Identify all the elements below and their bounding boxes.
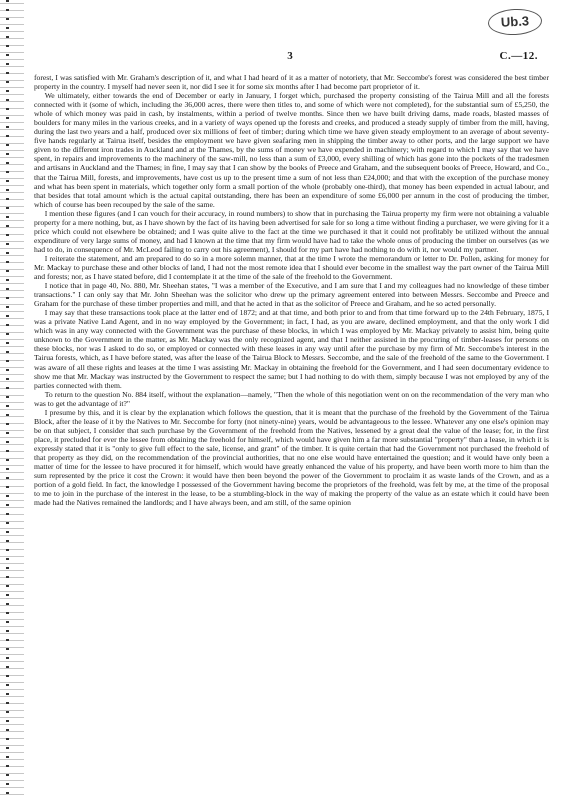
archive-stamp: Ub.3 (487, 8, 542, 37)
document-body (34, 73, 549, 797)
paragraph: I reiterate the statement, and am prepared to do so in a more solemn manner, that at the time I wrote the memorandum or letter to Dr. Pollen, asking for money for Mr. Mackay to purchase these and other blocks of land, I had not the most remote idea that I should ever become in the smallest way the part owner of the Tairua Mill and forests; nor, as I have stated before, did I contemplate it at the time of the sale of the freehold to the Government. (34, 253, 549, 282)
binding-edge (0, 0, 24, 800)
paragraph: forest, I was satisfied with Mr. Graham's description of it, and what I had heard of it as a matter of notoriety, that Mr. Seccombe's forest was considered the best timber property in the country. I myself had never seen it, nor did I see it for some six months after I had become part proprietor of it. (34, 73, 549, 92)
page-header (30, 50, 550, 66)
paragraph: We ultimately, either towards the end of December or early in January, I forget which, purchased the property consisting of the Tairua Mill and all the forests connected with it (some of which, including the 36,000 acres, there were then titles to, and some of which were not completed), for the substantial sum of £5,250, the whole of which money was paid in cash, by instalments, within a period of twelve months. Since then we have built driving dams, made roads, blasted masses of boulders for many miles in the various creeks, and in a variety of ways opened up the forests and creeks, and produced a steady supply of timber from the mill, having, during the last two years and a half, produced over six millions of feet of timber; during which time we have given steady employment to an average of about seventy-five hands regularly at Tairua itself, besides the employment we have given seafaring men in shipping the timber away to other ports, and the large support we have given to the different iron trades in Auckland and at the Thames, by the sums of money we have expended in machinery; with regard to which I may say that we have spent, in repairs and improvements to the machinery of the saw-mill, no less than a sum of £3,000, every shilling of which has gone into the pockets of the tradesmen and artisans in Auckland and the Thames; in fine, I may say that I can show by the books of Preece and Graham, and the subsequent books of Preece, Howard, and Co., that the Tairua Mill, forests, and improvements, have cost us up to the present time a sum of not less than £24,000; and that with the exception of the purchase money and what has been spent in materials, which together only form a small portion of the whole (probably one-third), that money has been expended in actual labour, and that besides that total amount which is the actual capital outstanding, there has been an expenditure of some £6,000 per annum in the cost of producing the timber, which of course has been recouped by the sale of the same. (34, 91, 549, 209)
paragraph: I may say that these transactions took place at the latter end of 1872; and at that time, and both prior to and from that time forward up to the 24th February, 1875, I was a private Native Land Agent, and in no way employed by the Government; in fact, I had, as you are aware, declined employment, and that the only work I did which was in any way connected with the Government was the purchase of these blocks, in which I was employed by Mr. Mackay privately to assist him, being quite unknown to the Government in the matter, as Mr. Mackay was the only recognized agent, and that I neither assisted in the procuring of timber-leases for persons on these blocks, nor was I asked to do so, or employed or connected with these leases in any way until after the purchase by my firm of Mr. Seccombe's interest in the Tairua forests, which, as I have before stated, was after the lease of the Tairua Block to Messrs. Seccombe, and the sale of the freehold of the same to the Government. I was aware of all these rights and leases at the time I was assisting Mr. Mackay in obtaining the freehold for the Government, and I had seen documentary evidence to show me that Mr. Mackay was instructed by the Government to respect the same; but I had nothing to do with them, simply because I was not employed by any of the parties connected with them. (34, 308, 549, 390)
series-code: C.—12. (499, 50, 538, 62)
paragraph: I presume by this, and it is clear by the explanation which follows the question, that it is meant that the purchase of the freehold by the Government of the Tairua Block, after the lease of it by the Natives to Mr. Seccombe for forty (not ninety-nine) years, would be advantageous to the lessee. Whatever any one else's opinion may be on that subject, I consider that such purchase by the Government of the freehold from the Natives, lessened by a great deal the value of the lease; for, in the first place, it precluded for ever the lessee from obtaining the freehold for himself, which would have given him a far more substantial "property" than a lease, in which it is expressly stated that it is "only to give full effect to the sale, license, and grant" of the timber. It is quite certain that had the Government not purchased the freehold of that property as they did, on the recommendation of the provincial authorities, that no one else would have entertained the question; and it would have only been a matter of time for the lessee to have procured it for himself, which would have greatly enhanced the value of his property, and have been worth more to him than the sum represented by the price it cost the Crown: it would have then been beyond the power of the Government to proclaim it as waste lands of the Crown, and as a portion of a gold field. In fact, the knowledge I possessed of the Government having become the proprietors of the freehold, was felt by me, at the time of the proposal to me to join in the purchase of the interest in the lease, to be a stumbling-block in the way of making the property of the value as an estate which it could have been made had the Natives remained the landlords; and I have always been, and am still, of the same opinion (34, 407, 549, 508)
page-number: 3 (287, 50, 293, 62)
paragraph: I notice that in page 40, No. 880, Mr. Sheehan states, "I was a member of the Executive, and I am sure that I and my colleagues had no knowledge of these timber transactions." I can only say that Mr. John Sheehan was the solicitor who drew up the primary agreement entered into between Messrs. Seccombe and Preece and Graham for the purchase of these timber properties and mill, and that he acted in that as the solicitor of Preece and Graham, and he so acted personally. (34, 281, 549, 309)
paragraph: I mention these figures (and I can vouch for their accuracy, in round numbers) to show that in purchasing the Tairua property my firm were not obtaining a valuable property for a mere nothing, but, as I have shown by the fact of its having been advertised for sale for so long a time without finding a purchaser, we were giving for it a price which could not elsewhere be obtained; and I was quite alive to the fact at the time we purchased it that it could not profitably be utilized without the annual expenditure of very large sums of money, and had I known at the time that my firm would have had to take the whole onus of producing the timber on ourselves (as we had to do, in consequence of Mr. McLeod failing to carry out his agreement), I should for my part have had nothing to do with it, nor would my partner. (34, 208, 549, 254)
paragraph: To return to the question No. 884 itself, without the explanation—namely, "Then the whole of this negotiation went on on the recommendation of the very man who was to get the advantage of it?" (34, 389, 549, 408)
binding-stitches (6, 0, 9, 800)
